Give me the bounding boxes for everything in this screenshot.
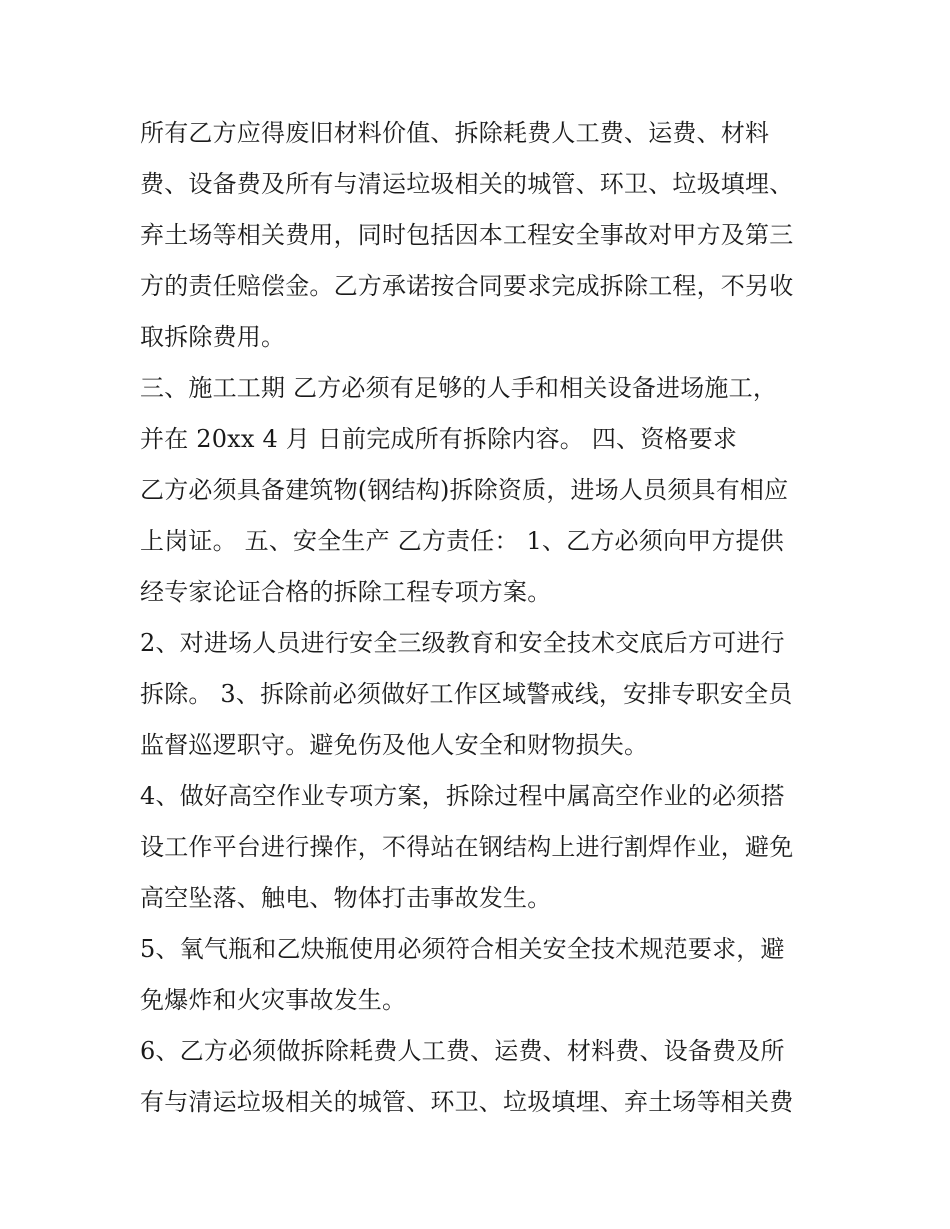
text-line: 高空坠落、触电、物体打击事故发生。 (140, 884, 552, 912)
text-line: 设工作平台进行操作，不得站在钢结构上进行割焊作业，避免 (140, 833, 794, 861)
text-line: 4、做好高空作业专项方案，拆除过程中属高空作业的必须搭 (140, 782, 785, 810)
text-line: 拆除。 3、拆除前必须做好工作区域警戒线，安排专职安全员 (140, 680, 793, 708)
text-line: 乙方必须具备建筑物(钢结构)拆除资质，进场人员须具有相应 (140, 476, 789, 504)
text-line: 监督巡逻职守。避免伤及他人安全和财物损失。 (140, 731, 649, 759)
text-line: 经专家论证合格的拆除工程专项方案。 (140, 578, 552, 606)
text-line: 弃土场等相关费用，同时包括因本工程安全事故对甲方及第三 (140, 221, 794, 249)
text-line: 费、设备费及所有与清运垃圾相关的城管、环卫、垃圾填埋、 (140, 170, 794, 198)
text-line: 取拆除费用。 (140, 323, 286, 351)
document-body (140, 108, 820, 1128)
text-line: 方的责任赔偿金。乙方承诺按合同要求完成拆除工程，不另收 (140, 272, 794, 300)
text-line: 所有乙方应得废旧材料价值、拆除耗费人工费、运费、材料 (140, 119, 770, 147)
text-line: 有与清运垃圾相关的城管、环卫、垃圾填埋、弃土场等相关费 (140, 1088, 794, 1116)
text-line: 2、对进场人员进行安全三级教育和安全技术交底后方可进行 (140, 629, 785, 657)
text-line: 上岗证。 五、安全生产 乙方责任： 1、乙方必须向甲方提供 (140, 527, 784, 555)
text-line: 三、施工工期 乙方必须有足够的人手和相关设备进场施工， (140, 374, 778, 402)
text-line: 6、乙方必须做拆除耗费人工费、运费、材料费、设备费及所 (140, 1037, 785, 1065)
text-line: 5、氧气瓶和乙炔瓶使用必须符合相关安全技术规范要求，避 (140, 935, 785, 963)
text-line: 并在 20xx 4 月 日前完成所有拆除内容。 四、资格要求 (140, 425, 738, 453)
text-line: 免爆炸和火灾事故发生。 (140, 986, 407, 1014)
